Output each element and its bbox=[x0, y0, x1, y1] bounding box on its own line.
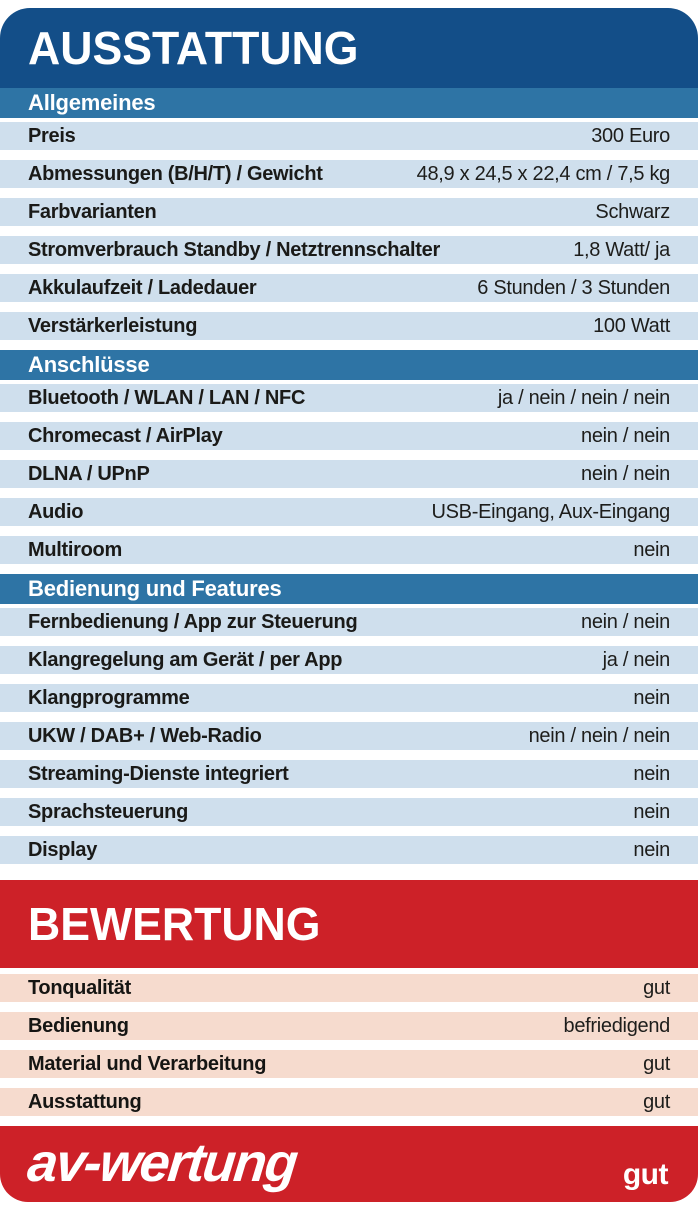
spec-row bbox=[0, 684, 698, 712]
rating-value: gut bbox=[643, 976, 670, 999]
rating-row bbox=[0, 974, 698, 1002]
ausstattung-header bbox=[0, 8, 698, 88]
spec-label: Preis bbox=[28, 124, 76, 147]
spec-value: ja / nein bbox=[602, 648, 670, 671]
spec-label: Abmessungen (B/H/T) / Gewicht bbox=[28, 162, 323, 185]
rating-value: gut bbox=[643, 1052, 670, 1075]
spec-value: nein bbox=[633, 538, 670, 561]
spec-value: nein bbox=[633, 838, 670, 861]
av-wertung-footer bbox=[0, 1126, 698, 1202]
spec-value: ja / nein / nein / nein bbox=[497, 386, 670, 409]
bewertung-card bbox=[0, 880, 698, 1202]
spec-value: nein bbox=[633, 762, 670, 785]
ausstattung-title: AUSSTATTUNG bbox=[28, 22, 359, 74]
spec-row bbox=[0, 160, 698, 188]
spec-value: nein / nein / nein bbox=[528, 724, 670, 747]
spec-value: nein / nein bbox=[581, 424, 670, 447]
spec-label: Chromecast / AirPlay bbox=[28, 424, 223, 447]
spec-label: Display bbox=[28, 838, 98, 861]
spec-row bbox=[0, 274, 698, 302]
spec-row bbox=[0, 798, 698, 826]
bewertung-title: BEWERTUNG bbox=[28, 898, 321, 950]
rating-label: Material und Verarbeitung bbox=[28, 1052, 267, 1075]
spec-row bbox=[0, 236, 698, 264]
spec-value: 300 Euro bbox=[591, 124, 670, 147]
rating-label: Ausstattung bbox=[28, 1090, 142, 1113]
spec-row bbox=[0, 198, 698, 226]
spec-label: Bluetooth / WLAN / LAN / NFC bbox=[28, 386, 306, 409]
spec-label: Klangregelung am Gerät / per App bbox=[28, 648, 343, 671]
spec-row bbox=[0, 312, 698, 340]
spec-value: nein bbox=[633, 800, 670, 823]
overall-rating: gut bbox=[622, 1158, 668, 1191]
av-wertung-logo: av-wertung bbox=[24, 1132, 300, 1193]
spec-label: Verstärkerleistung bbox=[28, 314, 198, 337]
ausstattung-card bbox=[0, 8, 698, 864]
spec-value: 48,9 x 24,5 x 22,4 cm / 7,5 kg bbox=[416, 162, 670, 185]
rating-row bbox=[0, 1012, 698, 1040]
spec-value: nein / nein bbox=[581, 610, 670, 633]
bewertung-header bbox=[0, 880, 698, 968]
spec-label: Streaming-Dienste integriert bbox=[28, 762, 289, 785]
section-title: Allgemeines bbox=[28, 90, 156, 115]
spec-row bbox=[0, 122, 698, 150]
rating-row bbox=[0, 1088, 698, 1116]
spec-label: Multiroom bbox=[28, 538, 122, 561]
section-header-allgemeines bbox=[0, 88, 698, 118]
spec-value: 6 Stunden / 3 Stunden bbox=[477, 276, 670, 299]
spec-value: Schwarz bbox=[595, 200, 670, 223]
spec-value: USB-Eingang, Aux-Eingang bbox=[431, 500, 670, 523]
rating-row bbox=[0, 1050, 698, 1078]
spec-label: Stromverbrauch Standby / Netztrennschalter bbox=[28, 238, 440, 261]
spec-label: Farbvarianten bbox=[28, 200, 157, 223]
spec-value: 1,8 Watt/ ja bbox=[573, 238, 670, 261]
spec-row bbox=[0, 836, 698, 864]
spec-label: Klangprogramme bbox=[28, 686, 190, 709]
section-title: Anschlüsse bbox=[28, 352, 150, 377]
spec-label: UKW / DAB+ / Web-Radio bbox=[28, 724, 262, 747]
section-header-bedienung-und-features bbox=[0, 574, 698, 604]
section-title: Bedienung und Features bbox=[28, 576, 282, 601]
spec-label: Sprachsteuerung bbox=[28, 800, 188, 823]
spec-row bbox=[0, 384, 698, 412]
rating-label: Tonqualität bbox=[28, 976, 131, 999]
spec-label: DLNA / UPnP bbox=[28, 462, 150, 485]
spec-label: Audio bbox=[28, 500, 84, 523]
spec-row bbox=[0, 760, 698, 788]
spec-value: nein bbox=[633, 686, 670, 709]
spec-label: Akkulaufzeit / Ladedauer bbox=[28, 276, 257, 299]
spec-row bbox=[0, 498, 698, 526]
rating-value: gut bbox=[643, 1090, 670, 1113]
section-header-anschluesse bbox=[0, 350, 698, 380]
spec-row bbox=[0, 608, 698, 636]
spec-label: Fernbedienung / App zur Steuerung bbox=[28, 610, 358, 633]
rating-value: befriedigend bbox=[563, 1014, 670, 1037]
spec-value: nein / nein bbox=[581, 462, 670, 485]
spec-value: 100 Watt bbox=[593, 314, 670, 337]
spec-row bbox=[0, 422, 698, 450]
spec-row bbox=[0, 536, 698, 564]
spec-row bbox=[0, 460, 698, 488]
spec-row bbox=[0, 646, 698, 674]
rating-label: Bedienung bbox=[28, 1014, 129, 1037]
spec-row bbox=[0, 722, 698, 750]
